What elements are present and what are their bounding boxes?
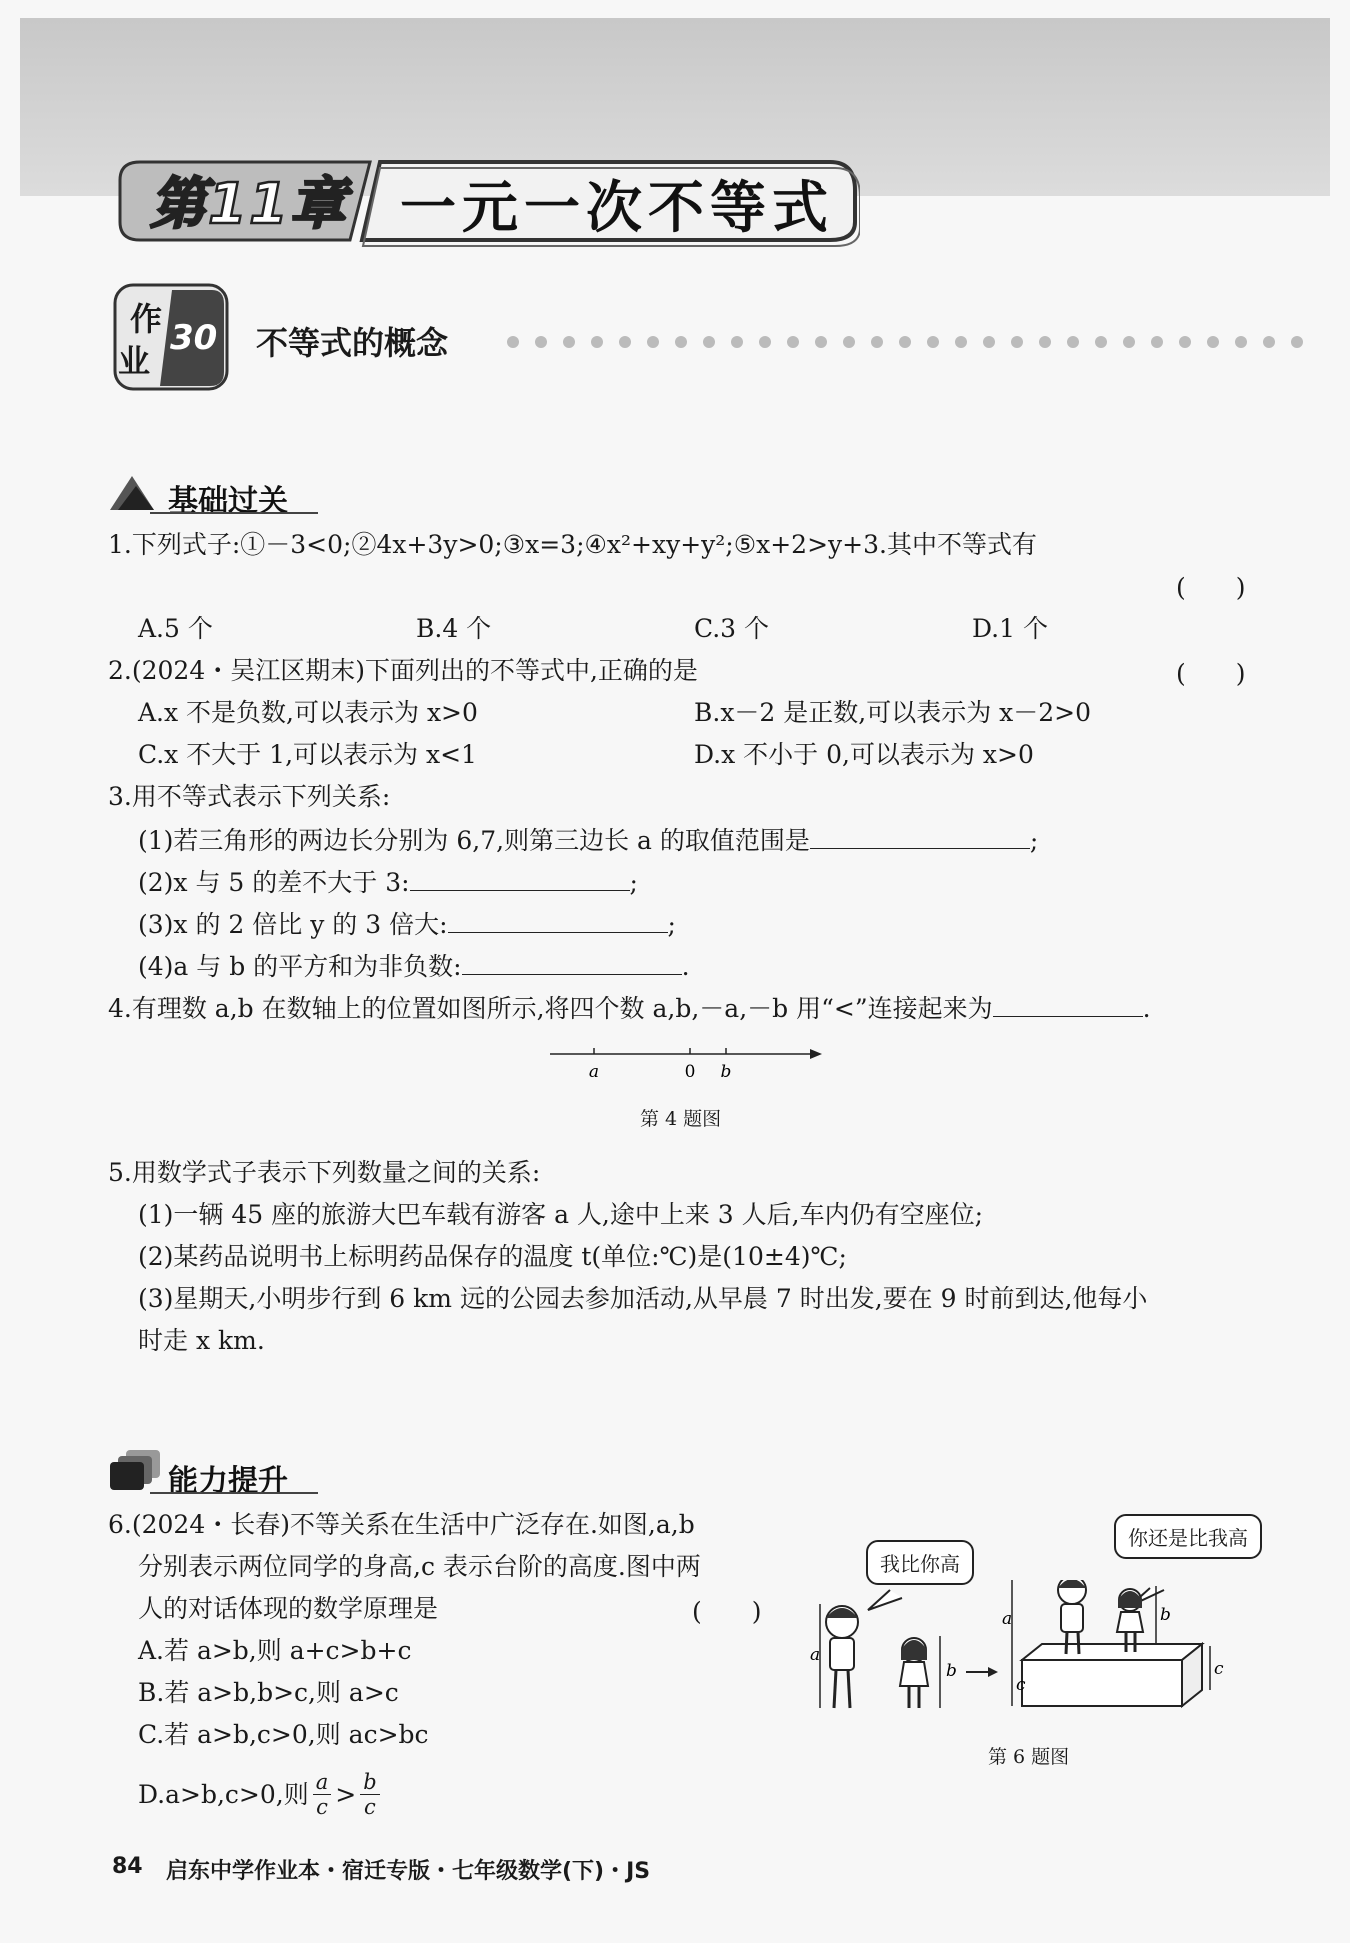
q6-label-a-right: a [1002, 1609, 1013, 1629]
leader-dot [759, 336, 771, 348]
q1-option-d: D.1 个 [972, 614, 1048, 643]
q5-item-1: (1)一辆 45 座的旅游大巴车载有游客 a 人,途中上来 3 人后,车内仍有空座位; [138, 1200, 984, 1229]
leader-dot [1263, 336, 1275, 348]
section-basic-underline [150, 512, 318, 514]
q6-fraction-1-num: a [313, 1770, 332, 1795]
q1-answer-paren: ( ) [1176, 573, 1246, 602]
leader-dot [1207, 336, 1219, 348]
leader-dot [1235, 336, 1247, 348]
section-advanced-underline [150, 1492, 318, 1494]
q5-item-3-cont: 时走 x km. [138, 1326, 265, 1355]
q3-item-4-end: . [681, 952, 690, 981]
dotted-leader [505, 332, 1315, 352]
leader-dot [1039, 336, 1051, 348]
leader-dot [703, 336, 715, 348]
q3-item-1-text: (1)若三角形的两边长分别为 6,7,则第三边长 a 的取值范围是 [138, 826, 810, 855]
q5-item-3: (3)星期天,小明步行到 6 km 远的公园去参加活动,从早晨 7 时出发,要在 9 时前到达,他每小 [138, 1284, 1148, 1313]
q3-item-1 [138, 822, 1038, 858]
leader-dot [983, 336, 995, 348]
q1-option-a: A.5 个 [138, 614, 213, 643]
leader-dot [619, 336, 631, 348]
leader-dot [647, 336, 659, 348]
q3-item-4 [138, 948, 690, 984]
q3-item-4-text: (4)a 与 b 的平方和为非负数: [138, 952, 462, 981]
q2-stem: 2.(2024・吴江区期末)下面列出的不等式中,正确的是 [108, 656, 698, 685]
leader-dot [507, 336, 519, 348]
section-advanced-icon [108, 1448, 162, 1494]
section-advanced-heading: 能力提升 [168, 1464, 288, 1499]
q1-stem: 1.下列式子:①－3<0;②4x+3y>0;③x=3;④x²+xy+y²;⑤x+2>y+3.其中不等式有 [108, 530, 1037, 559]
q3-blank-2[interactable] [410, 864, 630, 891]
q6-option-d-rel: > [335, 1779, 357, 1809]
chapter-title: 一元一次不等式 [400, 176, 834, 241]
q4-number-line [540, 1040, 830, 1090]
q2-option-d: D.x 不小于 0,可以表示为 x>0 [694, 740, 1034, 769]
leader-dot [1011, 336, 1023, 348]
leader-dot [1123, 336, 1135, 348]
q2-option-b: B.x－2 是正数,可以表示为 x－2>0 [694, 698, 1092, 727]
section-basic-icon [108, 470, 158, 514]
q3-stem: 3.用不等式表示下列关系: [108, 782, 391, 811]
q6-answer-paren: ( ) [692, 1597, 762, 1626]
q6-fraction-2-num: b [360, 1770, 379, 1795]
leader-dot [871, 336, 883, 348]
q5-item-2: (2)某药品说明书上标明药品保存的温度 t(单位:℃)是(10±4)℃; [138, 1242, 847, 1271]
q4-stem [108, 990, 1151, 1026]
homework-number: 30 [170, 318, 218, 358]
q6-fraction-1 [313, 1770, 332, 1819]
q6-girl-right [1117, 1589, 1143, 1652]
q3-blank-3[interactable] [448, 906, 668, 933]
leader-dot [843, 336, 855, 348]
q6-option-d-prefix: D.a>b,c>0,则 [138, 1779, 309, 1809]
q6-label-b-left: b [946, 1661, 957, 1681]
q4-caption: 第 4 题图 [640, 1108, 722, 1130]
q3-item-3-end: ; [667, 910, 676, 939]
q6-fraction-2 [360, 1770, 379, 1819]
q6-boy-left [826, 1606, 858, 1708]
q6-boy-right [1058, 1580, 1086, 1654]
q4-stem-end: . [1142, 994, 1151, 1023]
q3-item-1-end: ; [1029, 826, 1039, 855]
q3-blank-1[interactable] [810, 822, 1030, 849]
leader-dot [927, 336, 939, 348]
q4-stem-text: 4.有理数 a,b 在数轴上的位置如图所示,将四个数 a,b,－a,－b 用“<”连接起来为 [108, 994, 993, 1023]
q4-axis-label-b: b [720, 1062, 732, 1082]
q6-option-d [138, 1770, 384, 1819]
q6-line-3: 人的对话体现的数学原理是 [138, 1594, 439, 1623]
q2-option-a: A.x 不是负数,可以表示为 x>0 [138, 698, 478, 727]
leader-dot [815, 336, 827, 348]
leader-dot [1179, 336, 1191, 348]
q1-option-c: C.3 个 [694, 614, 770, 643]
leader-dot [1151, 336, 1163, 348]
q6-figure [790, 1580, 1270, 1730]
q2-answer-paren: ( ) [1176, 659, 1246, 688]
leader-dot [731, 336, 743, 348]
leader-dot [1095, 336, 1107, 348]
q6-option-a: A.若 a>b,则 a+c>b+c [138, 1636, 412, 1665]
q3-item-2 [138, 864, 638, 900]
leader-dot [1067, 336, 1079, 348]
q6-fraction-1-den: c [316, 1795, 328, 1819]
section-basic-heading: 基础过关 [168, 484, 288, 519]
homework-char-ye: 业 [118, 342, 151, 380]
leader-dot [1291, 336, 1303, 348]
q3-item-3 [138, 906, 676, 942]
q6-fraction-2-den: c [364, 1795, 376, 1819]
q4-blank[interactable] [993, 990, 1143, 1017]
q6-girl-left [900, 1638, 928, 1708]
q3-item-2-text: (2)x 与 5 的差不大于 3: [138, 868, 410, 897]
q6-line-2: 分别表示两位同学的身高,c 表示台阶的高度.图中两 [138, 1552, 701, 1581]
chapter-number: 第11章 [150, 172, 348, 237]
leader-dot [591, 336, 603, 348]
q4-axis-label-0: 0 [684, 1062, 696, 1082]
q3-item-2-end: ; [629, 868, 638, 897]
q6-label-c-left: c [1016, 1675, 1026, 1695]
leader-dot [675, 336, 687, 348]
homework-char-zuo: 作 [130, 300, 163, 338]
q6-line-1: 6.(2024・长春)不等关系在生活中广泛存在.如图,a,b [108, 1510, 695, 1539]
q6-label-b-right: b [1160, 1605, 1171, 1625]
q3-blank-4[interactable] [462, 948, 682, 975]
q6-speech-bubble-right: 你还是比我高 [1114, 1514, 1262, 1559]
q5-stem: 5.用数学式子表示下列数量之间的关系: [108, 1158, 541, 1187]
leader-dot [955, 336, 967, 348]
q6-option-c: C.若 a>b,c>0,则 ac>bc [138, 1720, 429, 1749]
q6-label-c-right: c [1214, 1659, 1224, 1679]
leader-dot [535, 336, 547, 348]
q6-caption: 第 6 题图 [988, 1746, 1070, 1768]
q6-speech-bubble-left: 我比你高 [866, 1540, 974, 1585]
q2-option-c: C.x 不大于 1,可以表示为 x<1 [138, 740, 477, 769]
q1-option-b: B.4 个 [416, 614, 492, 643]
footer-book-title: 启东中学作业本・宿迁专版・七年级数学(下)・JS [166, 1859, 651, 1884]
q4-axis-label-a: a [588, 1062, 600, 1082]
leader-dot [899, 336, 911, 348]
q3-item-3-text: (3)x 的 2 倍比 y 的 3 倍大: [138, 910, 448, 939]
q6-option-b: B.若 a>b,b>c,则 a>c [138, 1678, 399, 1707]
leader-dot [563, 336, 575, 348]
page-number: 84 [112, 1854, 143, 1879]
lesson-title: 不等式的概念 [256, 324, 449, 362]
leader-dot [787, 336, 799, 348]
q6-label-a-left: a [810, 1645, 821, 1665]
